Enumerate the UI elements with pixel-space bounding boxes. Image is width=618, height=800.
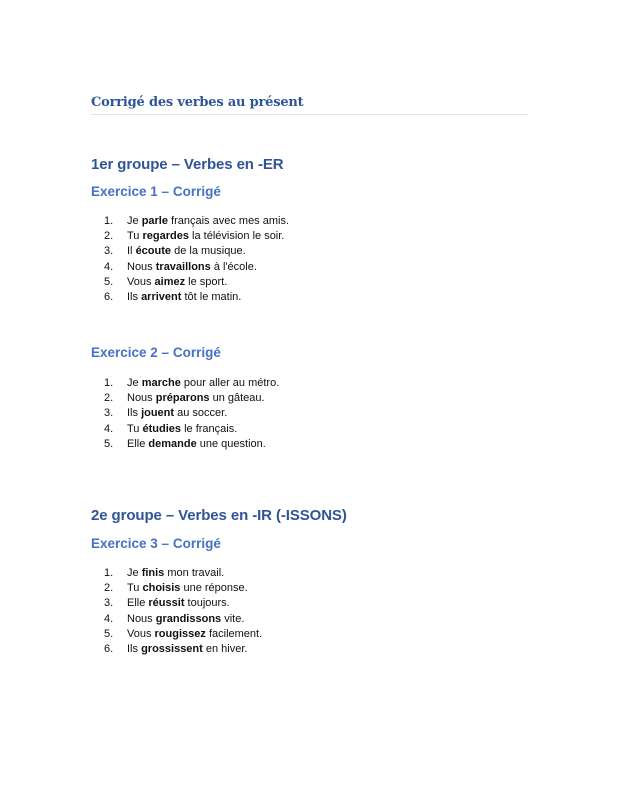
list-item bbox=[104, 642, 262, 657]
list-item bbox=[104, 275, 289, 290]
item-rest: de la musique. bbox=[171, 245, 246, 258]
exercise-heading-2: Exercice 2 – Corrigé bbox=[91, 345, 221, 360]
item-rest: pour aller au métro. bbox=[180, 377, 280, 389]
item-number: 5. bbox=[104, 437, 114, 450]
item-rest: toujours. bbox=[184, 597, 230, 610]
item-verb: grandissons bbox=[155, 612, 222, 625]
item-subject: Ils bbox=[127, 291, 142, 304]
item-verb: rougissez bbox=[154, 627, 206, 640]
item-subject: Tu bbox=[127, 582, 143, 595]
item-rest: une réponse. bbox=[180, 582, 248, 595]
item-verb: aimez bbox=[154, 275, 186, 288]
item-rest: en hiver. bbox=[202, 643, 248, 656]
exercise-2-list bbox=[104, 376, 279, 452]
list-item bbox=[104, 581, 262, 596]
item-rest: vite. bbox=[221, 612, 245, 625]
item-verb: écoute bbox=[135, 245, 172, 258]
item-number: 1. bbox=[104, 377, 114, 389]
item-verb: étudies bbox=[142, 422, 182, 435]
item-number: 6. bbox=[104, 643, 114, 656]
item-number: 2. bbox=[104, 392, 114, 405]
list-item bbox=[104, 422, 279, 437]
item-number: 6. bbox=[104, 291, 114, 304]
list-item bbox=[104, 596, 262, 611]
item-verb: réussit bbox=[148, 597, 185, 610]
item-subject: Il bbox=[127, 245, 136, 258]
item-subject: Je bbox=[127, 567, 142, 579]
item-subject: Tu bbox=[127, 422, 143, 435]
item-number: 1. bbox=[104, 567, 114, 579]
item-subject: Ils bbox=[127, 643, 142, 656]
item-verb: finis bbox=[141, 567, 165, 579]
title-underline bbox=[91, 114, 528, 115]
section-heading-1er-groupe: 1er groupe – Verbes en -ER bbox=[91, 156, 284, 173]
item-rest: la télévision le soir. bbox=[188, 230, 285, 243]
item-number: 1. bbox=[104, 215, 114, 227]
item-number: 3. bbox=[104, 245, 114, 258]
exercise-heading-3: Exercice 3 – Corrigé bbox=[91, 536, 221, 551]
item-rest: à l'école. bbox=[210, 260, 257, 273]
item-rest: le sport. bbox=[185, 275, 228, 288]
item-subject: Je bbox=[127, 377, 142, 389]
item-subject: Nous bbox=[127, 612, 156, 625]
item-subject: Ils bbox=[127, 407, 142, 420]
item-verb: parle bbox=[141, 215, 168, 227]
item-number: 3. bbox=[104, 597, 114, 610]
item-subject: Elle bbox=[127, 437, 149, 450]
item-verb: arrivent bbox=[141, 291, 182, 304]
list-item bbox=[104, 437, 279, 452]
item-verb: choisis bbox=[142, 582, 181, 595]
section-heading-2e-groupe: 2e groupe – Verbes en -IR (-ISSONS) bbox=[91, 507, 347, 524]
item-subject: Nous bbox=[127, 392, 156, 405]
item-number: 4. bbox=[104, 612, 114, 625]
item-rest: tôt le matin. bbox=[181, 291, 242, 304]
list-item bbox=[104, 612, 262, 627]
item-number: 4. bbox=[104, 422, 114, 435]
item-verb: préparons bbox=[155, 392, 210, 405]
list-item bbox=[104, 376, 279, 391]
item-rest: français avec mes amis. bbox=[167, 215, 290, 227]
list-item bbox=[104, 244, 289, 259]
item-rest: au soccer. bbox=[174, 407, 228, 420]
list-item bbox=[104, 566, 262, 581]
item-rest: le français. bbox=[181, 422, 238, 435]
document-title: Corrigé des verbes au présent bbox=[91, 95, 304, 110]
item-number: 2. bbox=[104, 582, 114, 595]
exercise-1-list bbox=[104, 214, 289, 305]
item-rest: une question. bbox=[196, 437, 266, 450]
item-subject: Elle bbox=[127, 597, 149, 610]
exercise-3-list bbox=[104, 566, 262, 657]
list-item bbox=[104, 627, 262, 642]
item-rest: facilement. bbox=[205, 627, 263, 640]
item-verb: regardes bbox=[142, 230, 189, 243]
item-number: 3. bbox=[104, 407, 114, 420]
item-subject: Vous bbox=[127, 275, 155, 288]
exercise-heading-1: Exercice 1 – Corrigé bbox=[91, 184, 221, 199]
item-subject: Tu bbox=[127, 230, 143, 243]
item-subject: Nous bbox=[127, 260, 156, 273]
item-verb: travaillons bbox=[155, 260, 211, 273]
item-verb: grossissent bbox=[141, 643, 203, 656]
list-item bbox=[104, 229, 289, 244]
list-item bbox=[104, 290, 289, 305]
item-rest: mon travail. bbox=[164, 567, 225, 579]
item-verb: marche bbox=[141, 377, 181, 389]
item-number: 5. bbox=[104, 275, 114, 288]
item-number: 5. bbox=[104, 627, 114, 640]
item-number: 2. bbox=[104, 230, 114, 243]
item-subject: Vous bbox=[127, 627, 155, 640]
item-verb: demande bbox=[148, 437, 197, 450]
item-subject: Je bbox=[127, 215, 142, 227]
list-item bbox=[104, 406, 279, 421]
list-item bbox=[104, 260, 289, 275]
item-rest: un gâteau. bbox=[209, 392, 265, 405]
item-number: 4. bbox=[104, 260, 114, 273]
item-verb: jouent bbox=[141, 407, 175, 420]
list-item bbox=[104, 214, 289, 229]
list-item bbox=[104, 391, 279, 406]
